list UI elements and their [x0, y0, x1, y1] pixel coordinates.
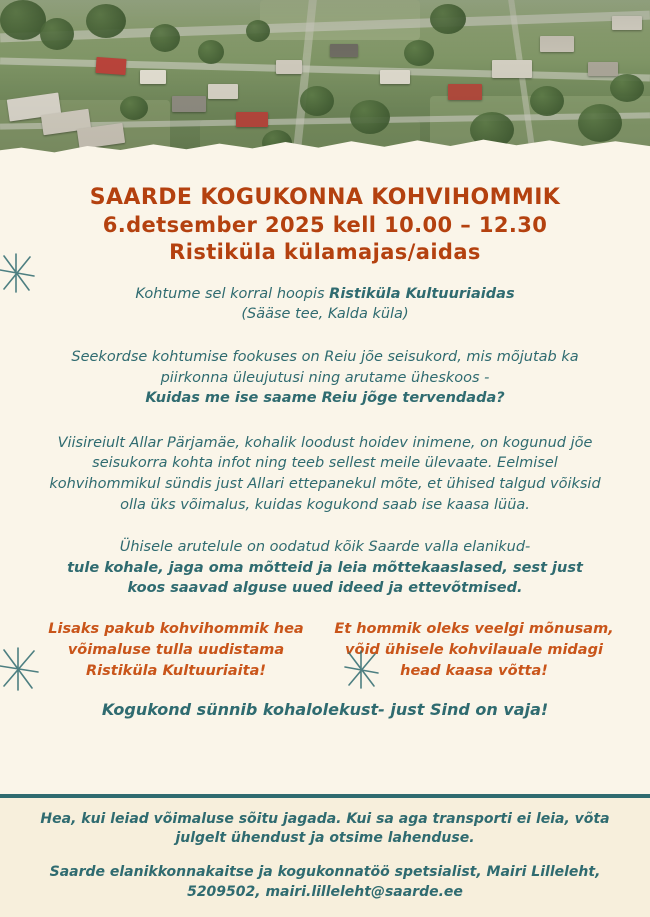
focus-question: Kuidas me ise saame Reiu jõge tervendada?	[145, 390, 505, 407]
title-line-1: SAARDE KOGUKONNA KOHVIHOMMIK	[89, 185, 561, 210]
page-title	[26, 184, 624, 266]
venue-address: (Sääse tee, Kalda küla)	[241, 306, 409, 323]
note-right: Et hommik oleks veelgi mõnusam, võid ühisele kohvilauale midagi head kaasa võtta!	[334, 620, 614, 679]
note-left: Lisaks pakub kohvihommik hea võimaluse tulla uudistama Ristiküla Kultuuriaita!	[48, 620, 304, 679]
two-column-notes	[26, 619, 624, 682]
invitation-normal: Ühisele arutelule on oodatud kõik Saarde valla elanikud-	[119, 539, 531, 556]
body-paragraph: Viisireiult Allar Pärjamäe, kohalik loodust hoidev inimene, on kogunud jõe seisukorra kohta infot ning teeb sellest meile ülevaate. Eelmisel kohvihommikul sündis just Allari ettepanekul mõte, et ühised talgud võiksid olla üks võimalus, kuidas kogukond saab ise kaasa lüüa.	[49, 434, 601, 513]
venue-intro-bold: Ristiküla Kultuuriaidas	[329, 285, 515, 302]
poster-content	[0, 168, 650, 719]
invitation-bold: tule kohale, jaga oma mõtteid ja leia mõttekaaslased, sest just koos saavad alguse uued ideed ja ettevõtmised.	[67, 559, 583, 597]
closing-statement: Kogukond sünnib kohalolekust- just Sind on vaja!	[101, 699, 549, 719]
venue-intro	[26, 284, 624, 325]
focus-text: Seekordse kohtumise fookuses on Reiu jõe seisukord, mis mõjutab ka piirkonna üleujutusi ning arutame üheskoos -	[71, 349, 579, 386]
venue-intro-prefix: Kohtume sel korral hoopis	[135, 285, 330, 302]
focus-paragraph	[26, 347, 624, 409]
footer	[0, 794, 650, 917]
footer-transport-note: Hea, kui leiad võimaluse sõitu jagada. Kui sa aga transporti ei leia, võta julgelt ühendust ja otsime lahenduse.	[40, 810, 610, 847]
footer-contact-name: Saarde elanikkonnakaitse ja kogukonnatöö spetsialist, Mairi Lilleleht,	[49, 864, 601, 881]
title-line-2: 6.detsember 2025 kell 10.00 – 12.30	[102, 213, 548, 238]
header-photo	[0, 0, 650, 168]
title-line-3: Ristiküla külamajas/aidas	[169, 240, 481, 265]
footer-contact-details: 5209502, mairi.lilleleht@saarde.ee	[187, 884, 463, 901]
footer-contact	[24, 863, 626, 903]
invitation-paragraph	[26, 537, 624, 599]
